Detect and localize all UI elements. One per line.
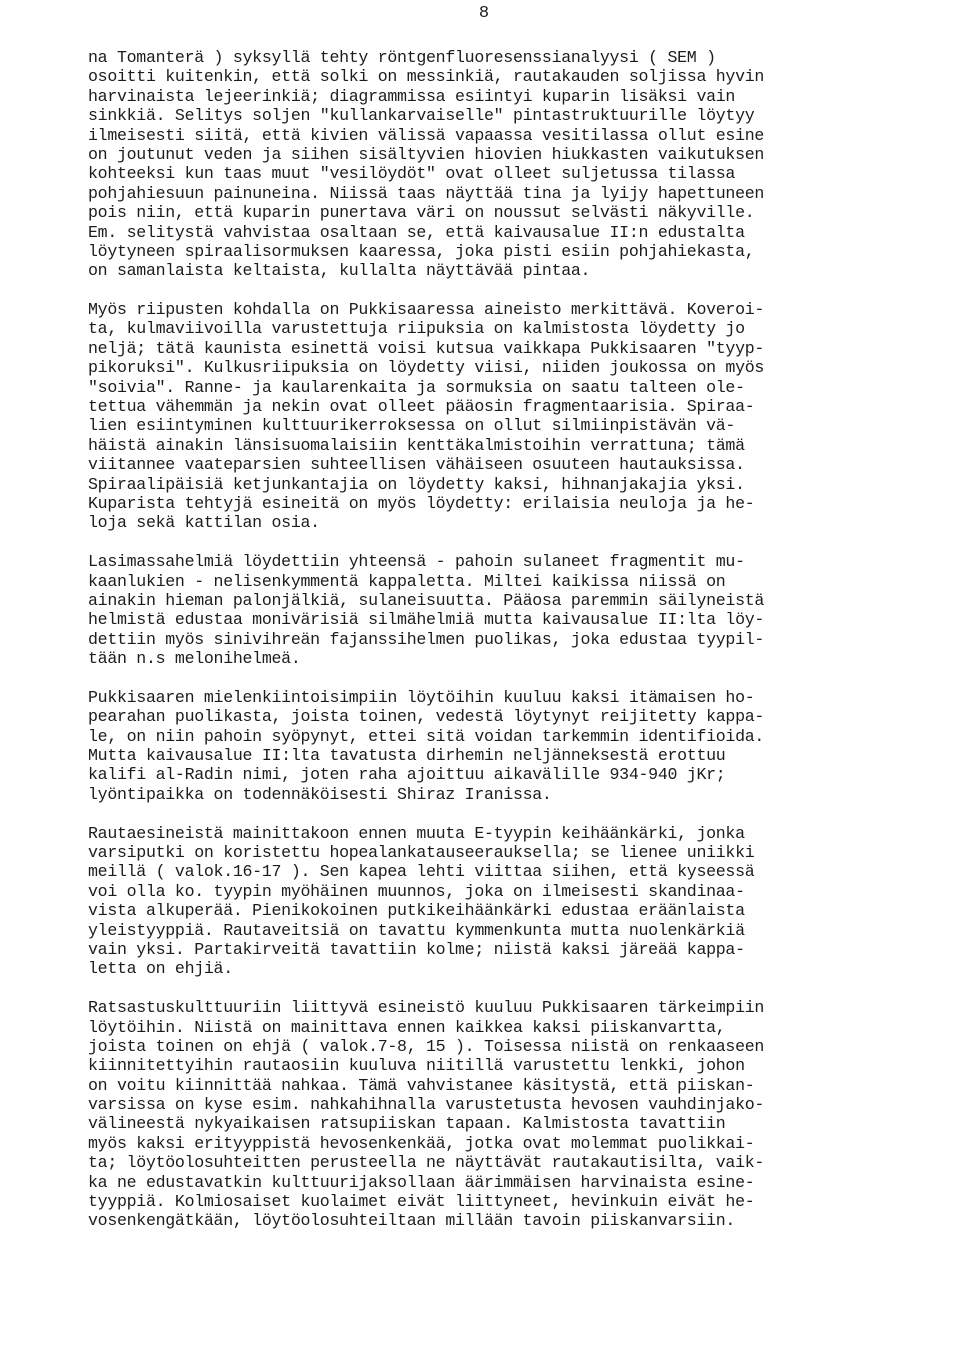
text-line: ilmeisesti siitä, että kivien välissä vapaassa vesitilassa ollut esine	[88, 125, 765, 145]
text-line: löytöihin. Niistä on mainittava ennen kaikkea kaksi piiskanvartta,	[88, 1017, 726, 1037]
text-line: dettiin myös sinivihreän fajanssihelmen puolikas, joka edustaa tyypil-	[88, 629, 765, 649]
text-line: Rautaesineistä mainittakoon ennen muuta E-tyypin keihäänkärki, jonka	[88, 823, 745, 843]
text-line: välineestä nykyaikaisen ratsupiiskan tapaan. Kalmistosta tavattiin	[88, 1114, 726, 1134]
text-line: on joutunut veden ja siihen sisältyvien hiovien hiukkasten vaikutuksen	[88, 144, 765, 164]
text-line: lyöntipaikka on todennäköisesti Shiraz Iranissa.	[88, 784, 552, 804]
text-line: kalifi al-Radin nimi, joten raha ajoittuu aikavälille 934-940 jKr;	[88, 765, 726, 785]
text-line: pikoruksi". Kulkusriipuksia on löydetty viisi, niiden joukossa on myös	[88, 358, 765, 378]
text-line: Pukkisaaren mielenkiintoisimpiin löytöihin kuuluu kaksi itämaisen ho-	[88, 687, 755, 707]
text-line: letta on ehjiä.	[88, 959, 233, 979]
text-line: pohjahiesuun painuneina. Niissä taas näyttää tina ja lyijy hapettuneen	[88, 183, 765, 203]
text-line: pearahan puolikasta, joista toinen, vedestä löytynyt reijitetty kappa-	[88, 707, 765, 727]
text-line: voi olla ko. tyypin myöhäinen muunnos, joka on ilmeisesti skandinaa-	[88, 881, 745, 901]
text-line: tyyppiä. Kolmiosaiset kuolaimet eivät liittyneet, hevinkuin eivät he-	[88, 1192, 755, 1212]
page-number: 8	[478, 4, 490, 23]
text-line: häistä ainakin länsisuomalaisiin kenttäkalmistoihin verrattuna; tämä	[88, 435, 745, 455]
text-line: varsissa on kyse esim. nahkahihnalla varustetusta hevosen vauhdinjako-	[88, 1095, 765, 1115]
paragraph-1	[88, 48, 918, 281]
text-line: na Tomanterä ) syksyllä tehty röntgenfluoresenssianalyysi ( SEM )	[88, 48, 716, 67]
text-line: le, on niin pahoin syöpynyt, ettei sitä voidan tarkemmin identifioida.	[88, 726, 765, 746]
paragraph-3	[88, 552, 918, 668]
text-line: viitannee vaateparsien suhteellisen vähäiseen osuuteen hautauksissa.	[88, 455, 745, 475]
text-line: helmistä edustaa monivärisiä silmähelmiä mutta kaivausalue II:lta löy-	[88, 610, 765, 630]
body-text	[88, 48, 918, 1250]
text-line: Spiraalipäisiä ketjunkantajia on löydetty kaksi, hihnanjakajia yksi.	[88, 474, 745, 494]
text-line: Ratsastuskulttuuriin liittyvä esineistö kuuluu Pukkisaaren tärkeimpiin	[88, 998, 765, 1018]
text-line: kaanlukien - nelisenkymmentä kappaletta. Miltei kaikissa niissä on	[88, 571, 726, 591]
text-line: "soivia". Ranne- ja kaularenkaita ja sormuksia on saatu talteen ole-	[88, 377, 745, 397]
text-line: Mutta kaivausalue II:lta tavatusta dirhemin neljänneksestä erottuu	[88, 746, 726, 766]
text-line: löytyneen spiraalisormuksen kaaressa, joka pisti esiin pohjahiekasta,	[88, 241, 755, 261]
text-line: vista alkuperää. Pienikokoinen putkikeihäänkärki edustaa eräänlaista	[88, 901, 745, 921]
text-line: loja sekä kattilan osia.	[88, 513, 320, 533]
text-line: vosenkengätkään, löytöolosuhteiltaan millään tavoin piiskanvarsiin.	[88, 1211, 736, 1231]
text-line: yleistyyppiä. Rautaveitsiä on tavattu kymmenkunta mutta nuolenkärkiä	[88, 920, 745, 940]
text-line: Lasimassahelmiä löydettiin yhteensä - pahoin sulaneet fragmentit mu-	[88, 552, 745, 572]
paragraph-2	[88, 300, 918, 533]
text-line: varsiputki on koristettu hopealankatauseerauksella; se lienee uniikki	[88, 843, 755, 863]
text-line: on samanlaista keltaista, kullalta näyttävää pintaa.	[88, 261, 591, 281]
text-line: meillä ( valok.16-17 ). Sen kapea lehti viittaa siihen, että kyseessä	[88, 862, 755, 882]
paragraph-4	[88, 688, 918, 804]
text-line: ka ne edustavatkin kulttuurijaksollaan äärimmäisen harvinaista esine-	[88, 1172, 755, 1192]
text-line: kiinnitettyihin rautaosiin kuuluva niitillä varustettu lenkki, johon	[88, 1056, 745, 1076]
text-line: joista toinen on ehjä ( valok.7-8, 15 ). Toisessa niistä on renkaaseen	[88, 1036, 765, 1056]
text-line: neljä; tätä kaunista esinettä voisi kutsua vaikkapa Pukkisaaren "tyyp-	[88, 338, 765, 358]
text-line: on voitu kiinnittää nahkaa. Tämä vahvistanee käsitystä, että piiskan-	[88, 1075, 755, 1095]
paragraph-5	[88, 824, 918, 979]
text-line: tään n.s melonihelmeä.	[88, 649, 301, 669]
paragraph-6	[88, 998, 918, 1231]
text-line: Myös riipusten kohdalla on Pukkisaaressa aineisto merkittävä. Koveroi-	[88, 300, 765, 320]
text-line: tettua vähemmän ja nekin ovat olleet pääosin fragmentaarisia. Spiraa-	[88, 397, 755, 417]
text-line: vain yksi. Partakirveitä tavattiin kolme; niistä kaksi järeää kappa-	[88, 939, 745, 959]
text-line: harvinaista lejeerinkiä; diagrammissa esiintyi kuparin lisäksi vain	[88, 86, 736, 106]
text-line: Em. selitystä vahvistaa osaltaan se, että kaivausalue II:n edustalta	[88, 222, 745, 242]
text-line: ainakin hieman palonjälkiä, sulaneisuutta. Pääosa paremmin säilyneistä	[88, 590, 765, 610]
text-line: osoitti kuitenkin, että solki on messinkiä, rautakauden soljissa hyvin	[88, 67, 765, 87]
text-line: ta, kulmaviivoilla varustettuja riipuksia on kalmistosta löydetty jo	[88, 319, 745, 339]
text-line: myös kaksi erityyppistä hevosenkenkää, jotka ovat molemmat puolikkai-	[88, 1133, 755, 1153]
text-line: sinkkiä. Selitys soljen "kullankarvaiselle" pintastruktuurille löytyy	[88, 106, 755, 126]
text-line: kohteeksi kun taas muut "vesilöydöt" ovat olleet suljetussa tilassa	[88, 164, 736, 184]
text-line: ta; löytöolosuhteitten perusteella ne näyttävät rautakautisilta, vaik-	[88, 1153, 765, 1173]
text-line: pois niin, että kuparin punertava väri on noussut selvästi näkyville.	[88, 203, 755, 223]
text-line: lien esiintyminen kulttuurikerroksessa on ollut silmiinpistävän vä-	[88, 416, 736, 436]
text-line: Kuparista tehtyjä esineitä on myös löydetty: erilaisia neuloja ja he-	[88, 493, 755, 513]
